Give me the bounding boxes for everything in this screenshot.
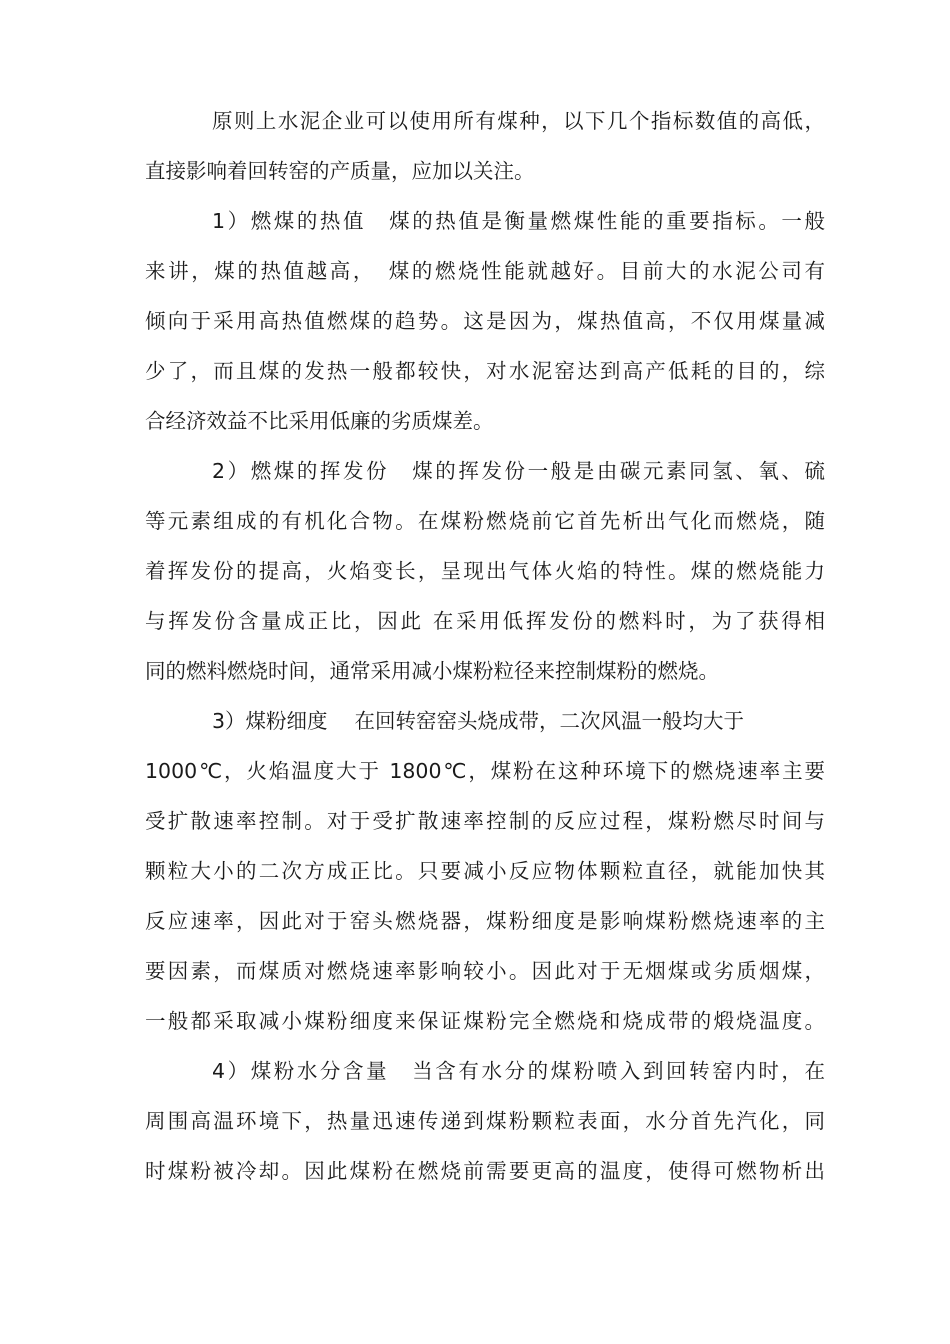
text-line: 2）燃煤的挥发份 煤的挥发份一般是由碳元素同氢、氧、硫 xyxy=(212,459,825,483)
text-line: 直接影响着回转窑的产质量，应加以关注。 xyxy=(145,159,535,183)
text-line: 1000℃，火焰温度大于 1800℃，煤粉在这种环境下的燃烧速率主要 xyxy=(145,759,825,783)
text-line: 时煤粉被冷却。因此煤粉在燃烧前需要更高的温度，使得可燃物析出 xyxy=(145,1159,825,1183)
text-line: 3）煤粉细度 在回转窑窑头烧成带，二次风温一般均大于 xyxy=(212,709,745,733)
text-line: 一般都采取减小煤粉细度来保证煤粉完全燃烧和烧成带的煅烧温度。 xyxy=(145,1009,825,1033)
text-line: 颗粒大小的二次方成正比。只要减小反应物体颗粒直径，就能加快其 xyxy=(145,859,825,883)
text-line: 同的燃料燃烧时间，通常采用减小煤粉粒径来控制煤粉的燃烧。 xyxy=(145,659,719,683)
text-line: 倾向于采用高热值燃煤的趋势。这是因为，煤热值高，不仅用煤量减 xyxy=(145,309,825,333)
text-line: 着挥发份的提高，火焰变长，呈现出气体火焰的特性。煤的燃烧能力 xyxy=(145,559,825,583)
text-line: 来讲，煤的热值越高， 煤的燃烧性能就越好。目前大的水泥公司有 xyxy=(145,259,825,283)
text-line: 要因素，而煤质对燃烧速率影响较小。因此对于无烟煤或劣质烟煤， xyxy=(145,959,825,983)
text-line: 合经济效益不比采用低廉的劣质煤差。 xyxy=(145,409,494,433)
text-line: 1）燃煤的热值 煤的热值是衡量燃煤性能的重要指标。一般 xyxy=(212,209,825,233)
text-line: 4）煤粉水分含量 当含有水分的煤粉喷入到回转窑内时，在 xyxy=(212,1059,825,1083)
text-line: 反应速率，因此对于窑头燃烧器，煤粉细度是影响煤粉燃烧速率的主 xyxy=(145,909,825,933)
text-line: 与挥发份含量成正比，因此 在采用低挥发份的燃料时，为了获得相 xyxy=(145,609,825,633)
text-line: 受扩散速率控制。对于受扩散速率控制的反应过程，煤粉燃尽时间与 xyxy=(145,809,825,833)
text-line: 原则上水泥企业可以使用所有煤种，以下几个指标数值的高低， xyxy=(212,109,825,133)
text-line: 少了，而且煤的发热一般都较快，对水泥窑达到高产低耗的目的，综 xyxy=(145,359,825,383)
text-line: 周围高温环境下，热量迅速传递到煤粉颗粒表面，水分首先汽化，同 xyxy=(145,1109,825,1133)
text-line: 等元素组成的有机化合物。在煤粉燃烧前它首先析出气化而燃烧，随 xyxy=(145,509,825,533)
